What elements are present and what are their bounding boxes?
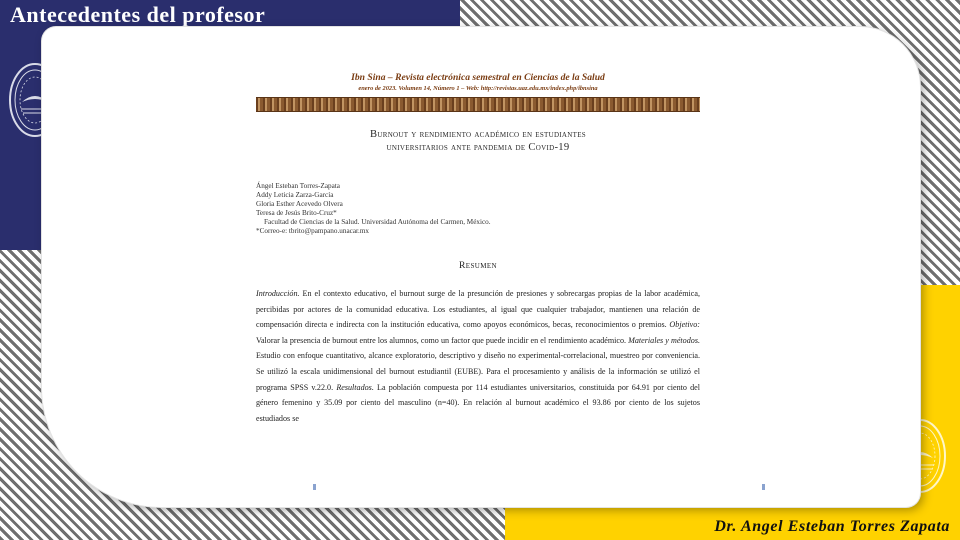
- abstract-heading: Resumen: [459, 260, 497, 271]
- abstract-label-objetivo: Objetivo:: [669, 320, 700, 330]
- article-title: [256, 128, 700, 154]
- abstract-objective-text: Valorar la presencia de burnout entre los alumnos, como un factor que puede incidir en el rendimiento académico.: [256, 335, 629, 345]
- journal-name: Ibn Sina – Revista electrónica semestral en Ciencias de la Salud: [351, 72, 605, 83]
- abstract-methods-text: Estudio con enfoque cuantitativo, alcance exploratorio, descriptivo y diseño no experimental-correlacional, muestreo por conveniencia. Se utilizó la escala unidimensional del burnout estudiantil (EUBE). Para el procesamiento y análisis de la información se utilizó el programa SPSS v.22.0.: [256, 351, 700, 392]
- article-page: [256, 72, 700, 482]
- author-name: Teresa de Jesús Brito-Cruz*: [256, 209, 337, 217]
- author-affiliation: Facultad de Ciencias de la Salud. Universidad Autónoma del Carmen, México.: [264, 218, 491, 226]
- author-name: Gloria Esther Acevedo Olvera: [256, 200, 343, 208]
- crop-marker: [313, 484, 316, 490]
- author-list: [256, 182, 700, 236]
- abstract-text: [256, 286, 700, 426]
- abstract-label-metodos: Materiales y métodos.: [628, 335, 700, 345]
- abstract-label-introduccion: Introducción.: [256, 289, 300, 298]
- abstract-results-text: La población compuesta por 114 estudiantes universitarios, constituida por 64.91 por ciento del género femenino y 35.09 por ciento del masculino (n=40). En relación al burnout académico el 93.86 por ciento de los sujetos estudiados se: [256, 382, 700, 423]
- journal-info: enero de 2023. Volumen 14, Número 1 – Web: http://revistas.uaz.edu.mx/index.php/ibnsina: [358, 85, 598, 92]
- article-title-line: universitarios ante pandemia de Covid-19: [386, 142, 570, 153]
- slide-title: Antecedentes del profesor: [10, 2, 266, 27]
- author-email: *Correo-e: tbrito@pampano.unacar.mx: [256, 227, 369, 235]
- author-footer: Dr. Angel Esteban Torres Zapata: [714, 518, 950, 535]
- ornamental-banner: [256, 97, 700, 112]
- abstract-label-resultados: Resultados.: [336, 382, 374, 392]
- crop-marker: [762, 484, 765, 490]
- article-title-line: Burnout y rendimiento académico en estudiantes: [370, 129, 586, 140]
- author-name: Ángel Esteban Torres-Zapata: [256, 182, 340, 190]
- abstract-intro-text: En el contexto educativo, el burnout surge de la presunción de presiones y sobrecargas propias de la labor académica, percibidas por actores de la comunidad educativa. Los estudiantes, al igual que cualquier trabajador, mantienen una relación de compensación directa e indirecta con la institución educativa, como apoyos económicos, becas, reconocimientos o premios.: [256, 289, 700, 330]
- author-name: Addy Leticia Zarza-García: [256, 191, 334, 199]
